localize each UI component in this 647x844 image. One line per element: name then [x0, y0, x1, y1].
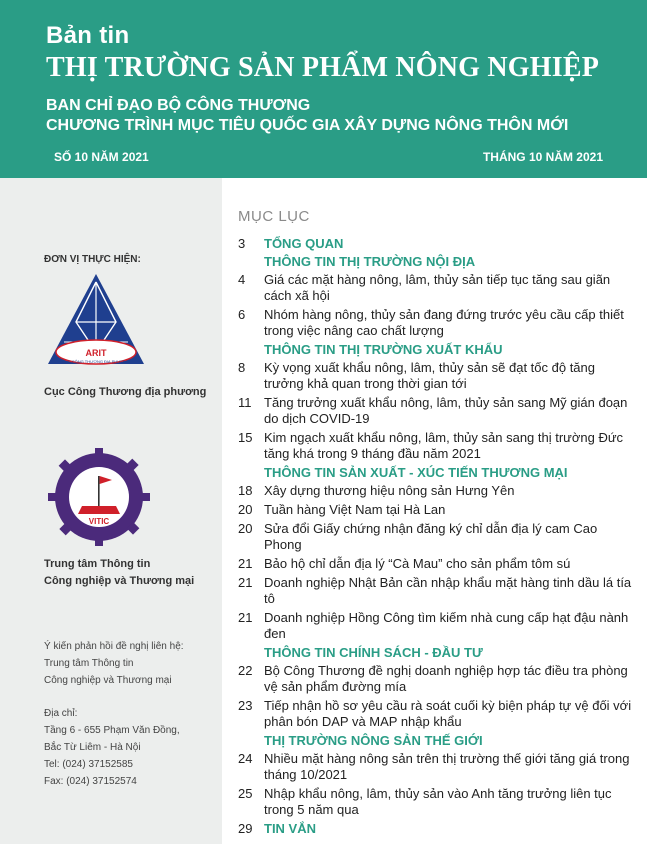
toc-page-number: 21 [238, 575, 253, 590]
contact-center-1: Trung tâm Thông tin [44, 658, 134, 669]
address-label: Địa chỉ: [44, 708, 78, 719]
toc-entry-title: Bộ Công Thương đề nghị doanh nghiệp hợp tác điều tra phòng vệ sản phẩm đường mía [264, 663, 628, 694]
vitic-logo-text: VITIC [88, 517, 110, 526]
vitic-logo [48, 448, 150, 546]
toc-page-number: 23 [238, 698, 253, 713]
toc-section-heading [238, 342, 633, 358]
arit-logo [46, 272, 146, 368]
toc-entry [238, 430, 633, 462]
toc-page-number: 21 [238, 610, 253, 625]
toc-entry [238, 575, 633, 607]
toc-entry [238, 556, 633, 572]
toc-section-title: THỊ TRƯỜNG NÔNG SẢN THẾ GIỚI [264, 733, 483, 748]
feedback-label: Ý kiến phản hồi đề nghị liên hệ: [44, 641, 184, 652]
sidebar [0, 178, 222, 844]
vitic-caption [44, 556, 194, 590]
publisher-line-1: BAN CHỈ ĐẠO BỘ CÔNG THƯƠNG [46, 97, 311, 114]
toc-page-number [238, 254, 264, 270]
toc-page-number: 20 [238, 502, 253, 517]
toc-page-number: 21 [238, 556, 253, 571]
toc-section-title: TIN VẮN [264, 821, 316, 836]
toc-section-title: TỔNG QUAN [264, 236, 344, 251]
toc-page-number: 24 [238, 751, 253, 766]
vitic-caption-line-1: Trung tâm Thông tin [44, 558, 151, 570]
toc-entry [238, 360, 633, 392]
arit-logo-ring-text: CỤC CÔNG THƯƠNG ĐỊA PHƯƠNG [61, 359, 131, 364]
toc-page-number: 20 [238, 521, 253, 536]
toc-entry-title: Doanh nghiệp Hồng Công tìm kiếm nhà cung cấp hạt đậu nành đen [264, 610, 629, 641]
issue-month: THÁNG 10 NĂM 2021 [482, 150, 603, 164]
toc-section-heading [238, 733, 633, 749]
toc-page-number: 8 [238, 360, 246, 375]
toc-entry [238, 307, 633, 339]
toc-section-title: THÔNG TIN THỊ TRƯỜNG XUẤT KHẨU [264, 342, 503, 357]
toc-entry-title: Tăng trưởng xuất khẩu nông, lâm, thủy sản sang Mỹ gián đoạn do dịch COVID-19 [264, 395, 628, 426]
toc-list [238, 236, 633, 839]
toc-entry [238, 395, 633, 427]
arit-caption: Cục Công Thương địa phương [44, 386, 207, 398]
toc-section-heading [238, 821, 633, 837]
toc-section-title: THÔNG TIN CHÍNH SÁCH - ĐẦU TƯ [264, 645, 483, 660]
contact-info [44, 638, 184, 790]
toc-page-number: 18 [238, 483, 253, 498]
phone-number: Tel: (024) 37152585 [44, 759, 133, 770]
publisher-line-2: CHƯƠNG TRÌNH MỤC TIÊU QUỐC GIA XÂY DỰNG NÔNG THÔN MỚI [46, 117, 569, 134]
toc-page-number: 3 [238, 236, 246, 251]
toc-entry-title: Tuần hàng Việt Nam tại Hà Lan [264, 502, 446, 517]
vitic-caption-line-2: Công nghiệp và Thương mại [44, 575, 195, 587]
implementing-unit-label: ĐƠN VỊ THỰC HIỆN: [44, 254, 141, 265]
bulletin-kicker: Bản tin [46, 22, 130, 49]
toc-section-title: THÔNG TIN THỊ TRƯỜNG NỘI ĐỊA [264, 254, 476, 269]
toc-entry [238, 502, 633, 518]
fax-number: Fax: (024) 37152574 [44, 776, 137, 787]
toc-entry [238, 698, 633, 730]
toc-title: MỤC LỤC [238, 208, 310, 225]
toc-entry [238, 786, 633, 818]
masthead [0, 0, 647, 178]
toc-entry-title: Bảo hộ chỉ dẫn địa lý “Cà Mau” cho sản phẩm tôm sú [264, 556, 571, 571]
toc-entry [238, 272, 633, 304]
toc-section-title: THÔNG TIN SẢN XUẤT - XÚC TIẾN THƯƠNG MẠI [264, 465, 568, 480]
toc-entry-title: Xây dựng thương hiệu nông sản Hưng Yên [264, 483, 515, 498]
address-line-1: Tầng 6 - 655 Phạm Văn Đồng, [44, 725, 180, 736]
arit-logo-text: ARIT [85, 348, 107, 358]
toc-entry-title: Tiếp nhận hồ sơ yêu cầu rà soát cuối kỳ biện pháp tự vệ đối với phân bón DAP và MAP nhập khẩu [264, 698, 632, 729]
toc-entry-title: Nhóm hàng nông, thủy sản đang đứng trước yêu cầu cấp thiết trong việc nâng cao chất lượng [264, 307, 624, 338]
toc-entry [238, 521, 633, 553]
toc-page-number: 4 [238, 272, 246, 287]
toc-page-number [238, 733, 264, 749]
toc-entry-title: Sửa đổi Giấy chứng nhận đăng ký chỉ dẫn địa lý cam Cao Phong [264, 521, 598, 552]
toc-section-heading [238, 465, 633, 481]
table-of-contents [222, 178, 647, 844]
publisher [46, 96, 647, 136]
toc-page-number: 25 [238, 786, 253, 801]
toc-section-heading [238, 236, 633, 252]
toc-entry-title: Nhập khẩu nông, lâm, thủy sản vào Anh tăng trưởng liên tục trong 5 năm qua [264, 786, 612, 817]
toc-entry-title: Doanh nghiệp Nhật Bản cần nhập khẩu mặt hàng tinh dầu lá tía tô [264, 575, 632, 606]
toc-page-number [238, 465, 264, 481]
toc-entry [238, 663, 633, 695]
issue-number: SỐ 10 NĂM 2021 [54, 150, 149, 164]
toc-section-heading [238, 645, 633, 661]
toc-page-number: 6 [238, 307, 246, 322]
address-line-2: Bắc Từ Liêm - Hà Nội [44, 742, 141, 753]
toc-page-number: 15 [238, 430, 253, 445]
toc-entry [238, 751, 633, 783]
toc-entry [238, 610, 633, 642]
toc-section-heading [238, 254, 633, 270]
contact-center-2: Công nghiệp và Thương mại [44, 675, 172, 686]
toc-page-number: 22 [238, 663, 253, 678]
toc-page-number: 29 [238, 821, 253, 836]
toc-entry-title: Kỳ vọng xuất khẩu nông, lâm, thủy sản sẽ đạt tốc độ tăng trưởng khả quan trong thời gian tới [264, 360, 595, 391]
toc-entry-title: Giá các mặt hàng nông, lâm, thủy sản tiếp tục tăng sau giãn cách xã hội [264, 272, 611, 303]
bulletin-title: THỊ TRƯỜNG SẢN PHẨM NÔNG NGHIỆP [46, 52, 600, 83]
toc-entry-title: Kim ngạch xuất khẩu nông, lâm, thủy sản sang thị trường Đức tăng khá trong 9 tháng đầu năm 2021 [264, 430, 624, 461]
toc-entry [238, 483, 633, 499]
toc-entry-title: Nhiều mặt hàng nông sản trên thị trường thế giới tăng giá trong tháng 10/2021 [264, 751, 630, 782]
toc-page-number: 11 [238, 395, 252, 410]
toc-page-number [238, 645, 264, 661]
toc-page-number [238, 342, 264, 358]
